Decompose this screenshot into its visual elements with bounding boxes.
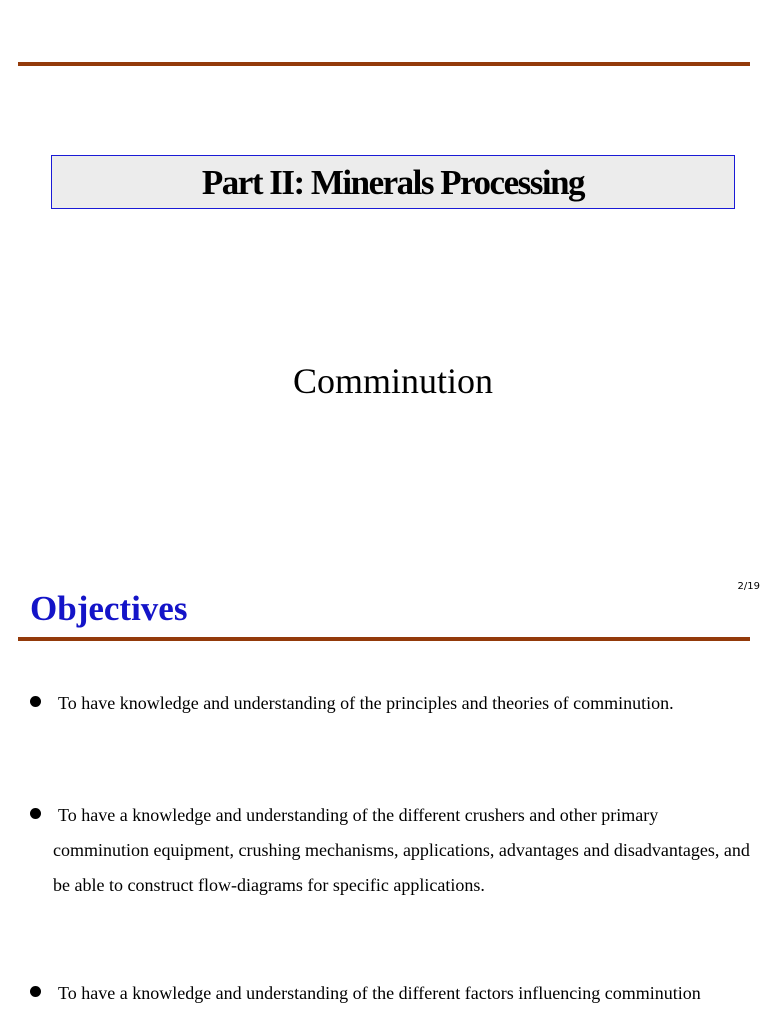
slide-subtitle: Comminution [292, 361, 494, 401]
objective-text: To have a knowledge and understanding of the different factors influencing comminution [58, 983, 701, 1003]
title-banner [51, 155, 735, 209]
page-number: 2/19 [737, 581, 760, 592]
top-divider-rule [18, 62, 750, 66]
objective-text: To have a knowledge and understanding of the different crushers and other primary comminution equipment, crushing mechanisms, applications, advantages and disadvantages, and be able to construct flow-diagrams for specific applications. [53, 805, 750, 895]
bullet-icon [30, 808, 41, 819]
heading-divider-rule [18, 637, 750, 641]
objective-text: To have knowledge and understanding of the principles and theories of comminution. [58, 693, 674, 713]
objectives-heading: Objectives [30, 589, 188, 628]
slide-title: Part II: Minerals Processing [201, 162, 585, 202]
bullet-icon [30, 986, 41, 997]
bullet-icon [30, 696, 41, 707]
